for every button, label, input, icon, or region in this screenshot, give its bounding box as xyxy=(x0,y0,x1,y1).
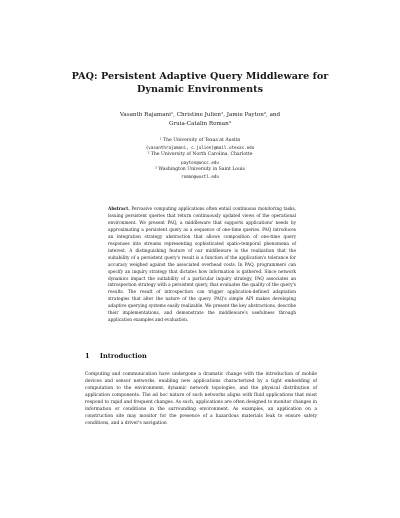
affiliation-1-name: ¹ The University of Texas at Austin xyxy=(159,138,241,143)
affiliation-3-email: roman@wustl.edu xyxy=(181,174,219,180)
section-number: 1 xyxy=(85,352,90,360)
title-line-1: PAQ: Persistent Adaptive Query Middleware for xyxy=(71,71,329,82)
introduction-paragraph: Computing and communication have undergone a dramatic change with the introduction of mobile devices and sensor networks, enabling new applications characterized by a tight embedding of computation to the environment, dynamic network topologies, and the physical distribution of application components. The ad hoc nature of such networks aligns with fluid applications that must respond to rapid and frequent changes. As such, applications are often designed to monitor changes in information or conditions in the surrounding environment. As examples, an application on a construction site may monitor for the presence of a hazardous materials leak to ensure safety conditions, and a driver's navigation xyxy=(85,372,317,427)
affiliation-2-name: ² The University of North Carolina, Charlotte xyxy=(147,152,253,158)
section-title: Introduction xyxy=(99,352,147,360)
authors-line-1: Vasanth Rajamani¹, Christine Julien¹, Jamie Payton², and xyxy=(119,112,281,118)
abstract-label: Abstract. xyxy=(108,207,130,212)
authors-line-2: Gruia-Catalin Roman³ xyxy=(169,120,231,127)
affiliations xyxy=(80,137,320,180)
affiliation-3-name: ³ Washington University in Saint Louis xyxy=(155,166,245,172)
abstract xyxy=(108,207,296,325)
paper-title xyxy=(60,70,340,96)
section-heading xyxy=(85,352,147,361)
affiliation-2-email: payton@uncc.edu xyxy=(181,159,219,165)
abstract-text: Pervasive computing applications often entail continuous monitoring tasks, issuing persistent queries that return continuously updated views of the operational environment. We present PAQ, a middleware that supports applications' needs by approximating a persistent query as a sequence of one-time queries. PAQ introduces an integration strategy abstraction that allows composition of one-time query responses into streams representing sophisticated spatio-temporal phenomena of interest. A distinguishing feature of our middleware is the realization that the suitability of a persistent query's result is a function of the application's tolerance for accuracy weighed against the associated overhead costs. In PAQ, programmers can specify an inquiry strategy that dictates how information is gathered. Since network dynamics impact the suitability of a particular inquiry strategy, PAQ associates an introspection strategy with a persistent query, that evaluates the quality of the query's results. The result of introspection can trigger application-defined adaptation strategies that alter the nature of the query. PAQ's simple API makes developing adaptive querying systems easily realizable. We present the key abstractions, describe their implementations, and demonstrate the middleware's usefulness through application examples and evaluation. xyxy=(108,207,296,324)
title-line-2: Dynamic Environments xyxy=(136,84,264,95)
author-list xyxy=(70,111,330,128)
affiliation-1-email: {vasanthrajamani, c.julien}@mail.utexas.edu xyxy=(145,145,255,151)
